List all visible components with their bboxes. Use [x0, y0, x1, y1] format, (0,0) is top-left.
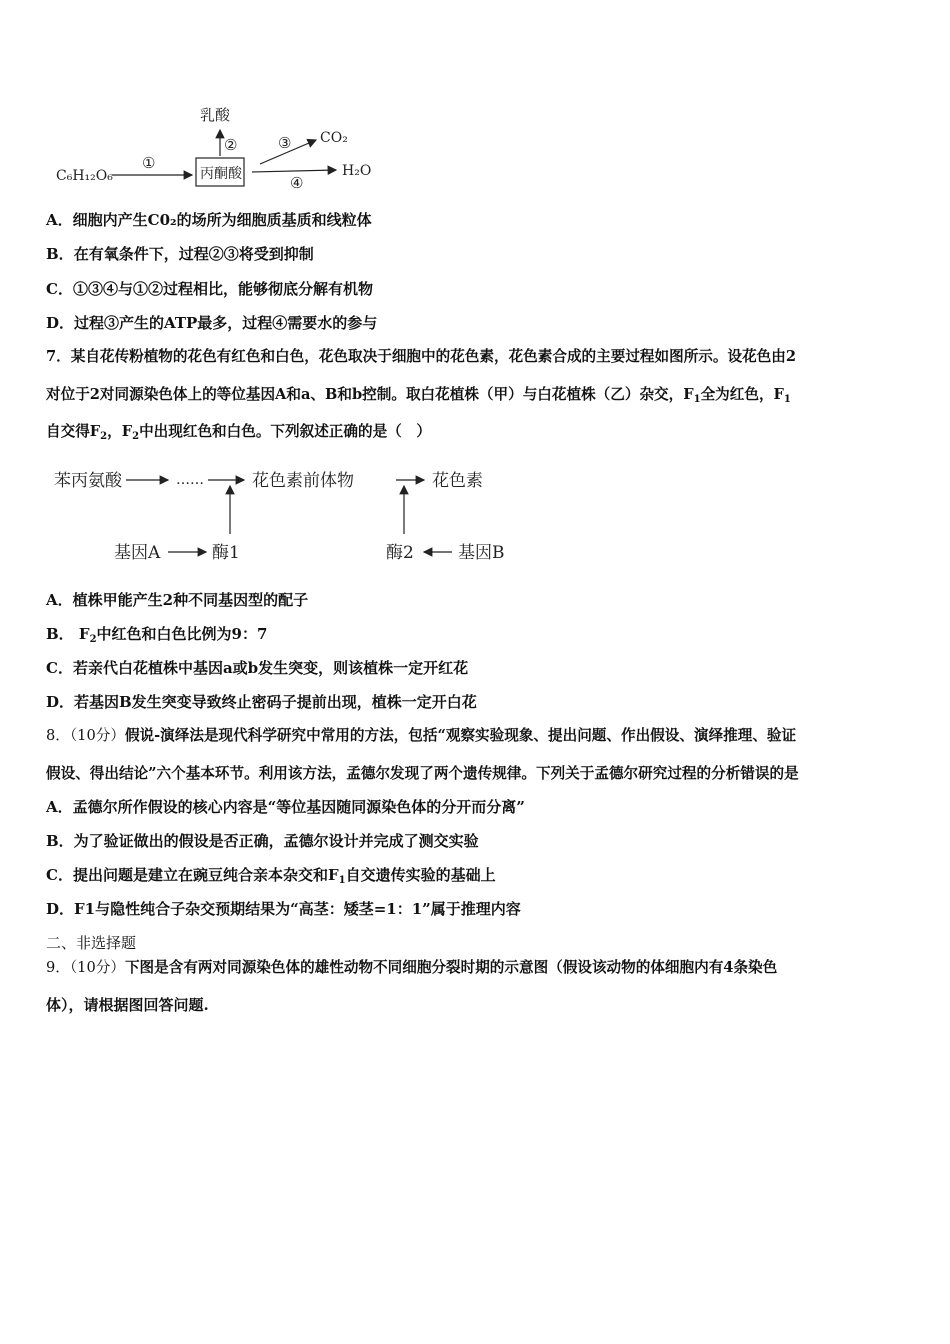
q6-option-c: C．①③④与①②过程相比，能够彻底分解有机物 — [46, 280, 373, 298]
dots-label: …… — [176, 472, 204, 488]
gene-b-label: 基因B — [458, 543, 505, 563]
q7-stem-line1: 7．某自花传粉植物的花色有红色和白色，花色取决于细胞中的花色素，花色素合成的主要过程如图所示。设花色由2 — [46, 348, 797, 365]
q8-option-b: B．为了验证做出的假设是否正确，孟德尔设计并完成了测交实验 — [46, 832, 479, 850]
step4-label: ④ — [290, 174, 304, 192]
pyruvate-label: 丙酮酸 — [200, 166, 242, 182]
q7-option-b: B． $F_2$中红色和白色比例为9：7 — [46, 625, 268, 645]
q8-stem-line2: 假设、得出结论”六个基本环节。利用该方法，孟德尔发现了两个遗传规律。下列关于孟德尔研究过程的分析错误的是 — [46, 765, 799, 782]
h2o-label: H₂O — [342, 163, 372, 179]
q9-stem-line1: 9．（10分）下图是含有两对同源染色体的雄性动物不同细胞分裂时期的示意图（假设该动物的体细胞内有4条染色 — [46, 959, 778, 976]
section-heading: 二、非选择题 — [46, 934, 137, 952]
gene-a-label: 基因A — [114, 543, 161, 563]
q7-stem-line3: 自交得$F_2$，$F_2$中出现红色和白色。下列叙述正确的是（ ） — [46, 423, 431, 442]
step3-label: ③ — [278, 134, 292, 152]
q6-option-b: B．在有氧条件下，过程②③将受到抑制 — [46, 245, 314, 263]
q8-stem-line1: 8．（10分）假说-演绎法是现代科学研究中常用的方法，包括“观察实验现象、提出问题、作出假设、演绎推理、验证 — [46, 727, 797, 744]
q7-option-a: A．植株甲能产生2种不同基因型的配子 — [46, 591, 309, 609]
co2-label: CO₂ — [320, 130, 348, 146]
q6-option-d: D．过程③产生的ATP最多，过程④需要水的参与 — [46, 314, 378, 332]
step2-label: ② — [224, 136, 238, 154]
q7-option-d: D．若基因B发生突变导致终止密码子提前出现，植株一定开白花 — [46, 693, 477, 711]
q6-option-a: A．细胞内产生C0₂的场所为细胞质基质和线粒体 — [46, 211, 372, 229]
step1-label: ① — [142, 154, 156, 172]
enzyme1-label: 酶1 — [212, 543, 240, 563]
glucose-label: C₆H₁₂O₆ — [56, 168, 113, 184]
q7-stem-line2: 对位于2对同源染色体上的等位基因A和a、B和b控制。取白花植株（甲）与白花植株（乙）杂交，$F_1$全为红色，$F_1$ — [46, 386, 791, 405]
arrow-step4 — [252, 170, 336, 172]
pigment-label: 花色素 — [432, 471, 483, 491]
precursor-label: 花色素前体物 — [252, 471, 354, 491]
q9-stem-line2: 体），请根据图回答问题. — [46, 996, 209, 1014]
metabolism-diagram — [50, 100, 390, 200]
pigment-pathway-diagram — [50, 458, 530, 578]
q8-option-a: A．孟德尔所作假设的核心内容是“等位基因随同源染色体的分开而分离” — [46, 798, 525, 816]
q8-option-c: C．提出问题是建立在豌豆纯合亲本杂交和$F_1$自交遗传实验的基础上 — [46, 866, 496, 886]
lactic-acid-label: 乳酸 — [200, 106, 231, 124]
phenylalanine-label: 苯丙氨酸 — [54, 471, 122, 491]
enzyme2-label: 酶2 — [386, 543, 414, 563]
q7-option-c: C．若亲代白花植株中基因a或b发生突变，则该植株一定开红花 — [46, 659, 469, 677]
q8-option-d: D．F1与隐性纯合子杂交预期结果为“高茎：矮茎=1：1”属于推理内容 — [46, 900, 521, 918]
